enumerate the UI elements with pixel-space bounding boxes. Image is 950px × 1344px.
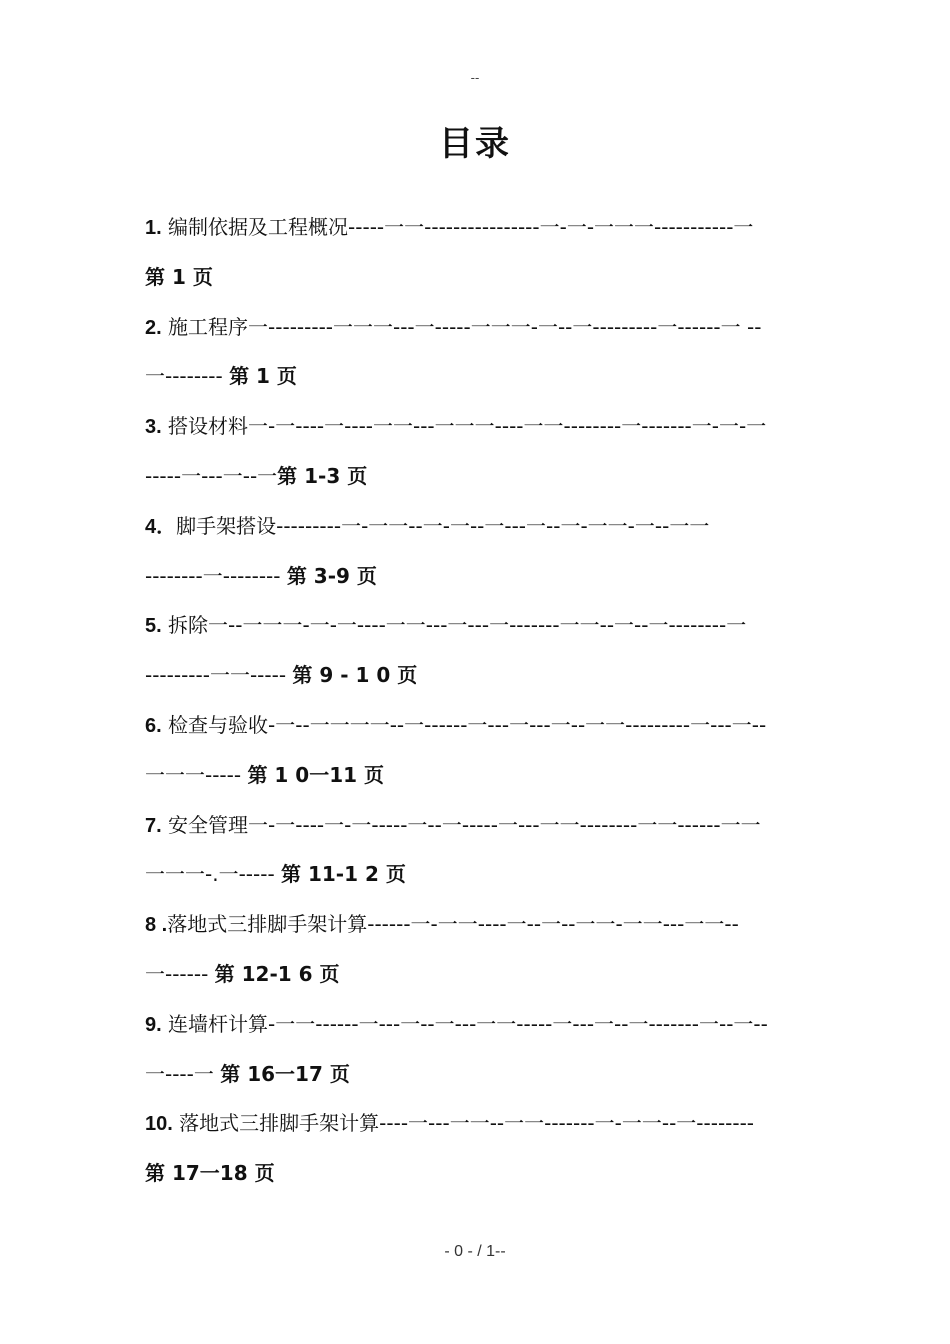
toc-leader: -----一一----------------一-一-一一一-----------一 [348,215,754,239]
toc-line-1[interactable] [145,203,810,253]
toc-leader: 一---------一一一---一-----一一一-一--一---------一------一 -- [248,314,762,339]
toc-num: 5. [145,615,162,638]
toc-text: 落地式三排脚手架计算 [167,912,368,937]
toc-line-3[interactable] [145,303,810,353]
toc-page-ref: 第 1 页 [229,364,297,389]
toc-leader: 一----一 [145,1061,221,1086]
toc-line-7[interactable] [145,502,810,552]
toc-page-ref: 第 1 页 [145,264,213,289]
toc-leader: ---------一一----- [145,663,293,688]
toc-leader: 一-一----一-一-----一--一-----一---一一--------一一------一一 [248,812,761,837]
toc-text: 拆除 [161,613,209,638]
toc-text: 安全管理 [161,812,249,837]
toc-text: 编制依据及工程概况 [161,215,349,239]
toc-line-8[interactable] [145,552,810,602]
toc-num: 7. [145,814,162,837]
toc-line-20[interactable] [145,1149,810,1199]
toc-line-12[interactable] [145,751,810,801]
toc-line-18[interactable] [145,1050,810,1100]
toc-leader: 一-------- [145,364,230,389]
toc-text: 检查与验收 [161,712,269,737]
toc-leader: -一一------一---一--一---一一-----一---一--一-------一--一-- [268,1011,768,1036]
toc-leader: --------一-------- [145,563,287,588]
toc-leader: -一--一一一一--一------一---一---一--一一---------一---一-- [268,712,767,737]
toc-leader: ----一---一一--一一-------一-一一--一-------- [379,1111,755,1136]
toc-line-4[interactable] [145,352,810,402]
toc-line-10[interactable] [145,651,810,701]
toc-text: 脚手架搭设 [176,513,277,538]
toc-num: 2. [145,316,162,339]
toc-num: 4． [145,515,177,538]
toc-leader: 一一一-.一----- [145,862,282,887]
page-footer: - 0 - / 1-- [444,1243,506,1260]
toc-text: 连墙杆计算 [161,1011,269,1036]
toc-leader: 一一一----- [145,762,248,787]
toc-text: 搭设材料 [161,414,249,439]
toc-page-ref: 第 9 - 1 0 页 [292,663,418,688]
toc-line-5[interactable] [145,402,810,452]
toc-line-13[interactable] [145,801,810,851]
toc-page-ref: 第 1-3 页 [277,463,368,488]
toc-num: 3. [145,416,162,439]
toc-line-19[interactable] [145,1099,810,1149]
toc-leader: 一------ [145,961,215,986]
toc-leader: ---------一-一一--一-一--一---一--一-一一-一--一一 [276,513,710,538]
toc-line-6[interactable] [145,452,810,502]
toc-line-17[interactable] [145,1000,810,1050]
toc-line-14[interactable] [145,850,810,900]
page-title: 目录 [439,124,511,164]
toc-leader: 一-一----一----一一---一一一----一一--------一-------一-一-一 [248,414,767,439]
toc-page-ref: 第 3-9 页 [286,563,377,588]
toc-line-2[interactable] [145,253,810,303]
toc-page-ref: 第 16一17 页 [220,1061,350,1086]
header-mark: -- [470,70,480,85]
toc-page-ref: 第 17一18 页 [145,1161,275,1186]
toc-line-16[interactable] [145,950,810,1000]
table-of-contents [145,203,810,1199]
toc-page-ref: 第 11-1 2 页 [281,862,406,887]
toc-num: 9. [145,1013,162,1036]
toc-text: 落地式三排脚手架计算 [172,1111,380,1136]
toc-num: 10. [145,1113,173,1136]
toc-page-ref: 第 1 0一11 页 [247,762,385,787]
toc-text: 施工程序 [161,314,249,339]
toc-line-9[interactable] [145,601,810,651]
toc-page-ref: 第 12-1 6 页 [214,961,340,986]
toc-leader: ------一-一一----一--一--一一-一一---一一-- [367,912,739,937]
toc-line-15[interactable] [145,900,810,950]
toc-num: 1. [145,217,162,239]
toc-leader: 一--一一一-一-一----一一---一---一-------一一--一--一--------一 [208,613,747,638]
toc-line-11[interactable] [145,701,810,751]
toc-num: 8 . [145,914,168,937]
toc-leader: -----一---一--一 [145,463,278,488]
toc-num: 6. [145,714,162,737]
